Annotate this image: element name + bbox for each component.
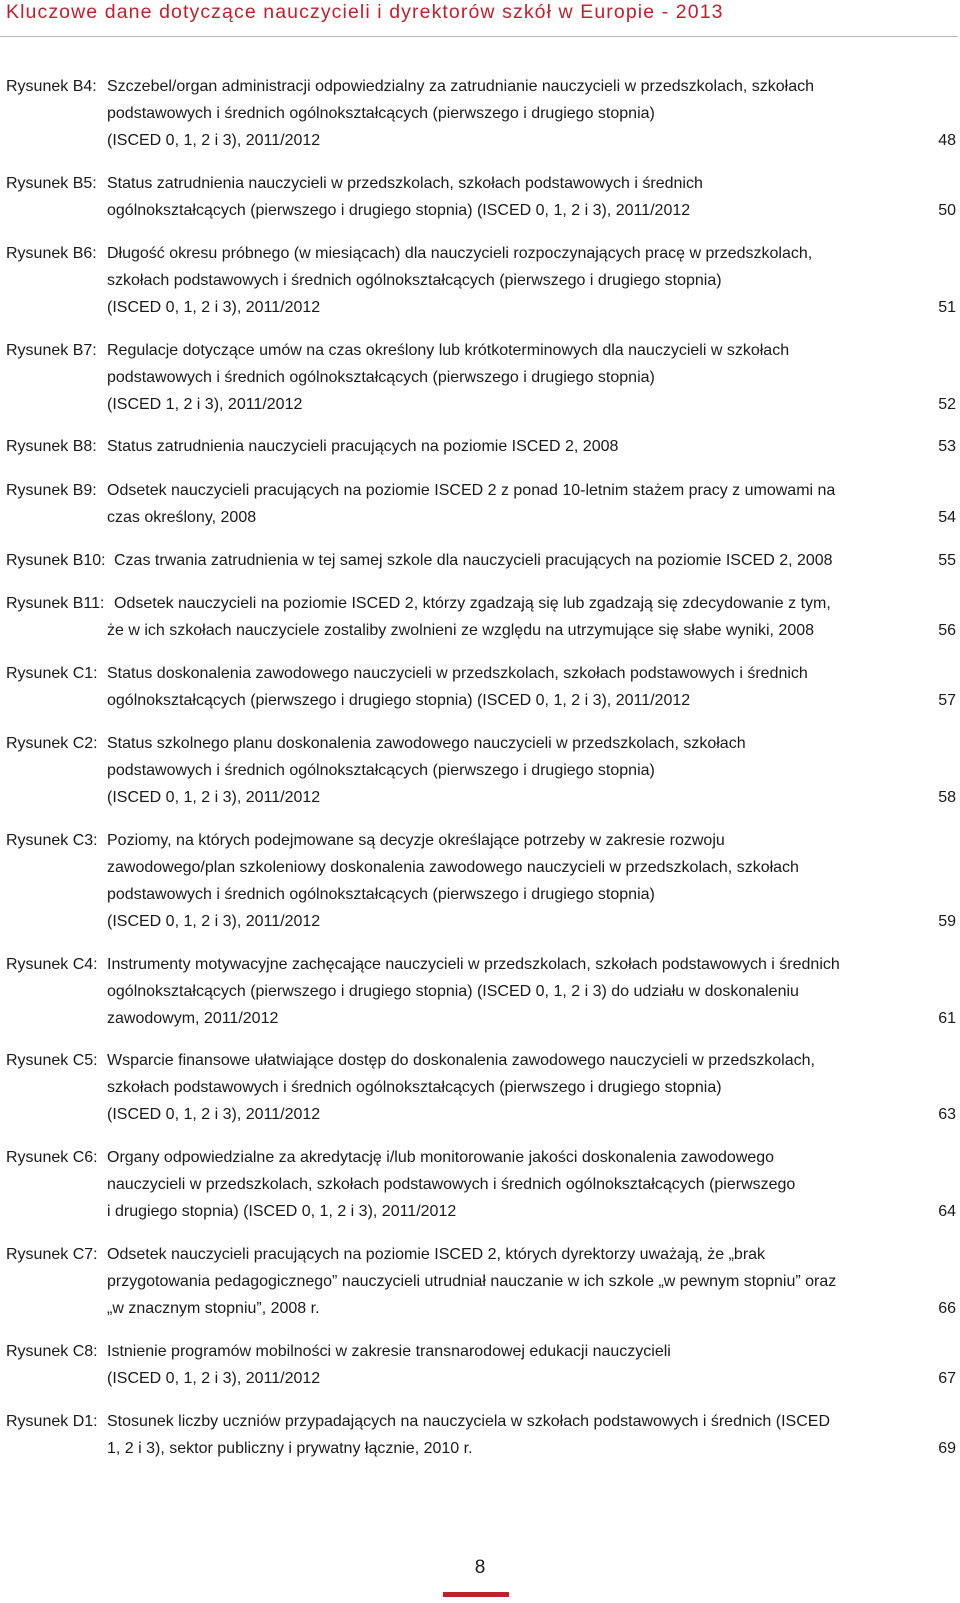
page-reference: 48: [938, 132, 956, 149]
figure-title-line: Status zatrudnienia nauczycieli pracujących na poziomie ISCED 2, 2008: [107, 438, 619, 455]
figure-title-line: podstawowych i średnich ogólnokształcących (pierwszego i drugiego stopnia): [107, 105, 655, 122]
figure-title-line: Szczebel/organ administracji odpowiedzialny za zatrudnianie nauczycieli w przedszkolach, szkołach: [107, 78, 815, 95]
toc-entry[interactable]: [6, 170, 956, 224]
figure-title-line: Istnienie programów mobilności w zakresie transnarodowej edukacji nauczycieli: [107, 1343, 671, 1360]
page-number: 8: [474, 1557, 486, 1578]
figure-title-line: podstawowych i średnich ogólnokształcących (pierwszego i drugiego stopnia): [107, 369, 655, 386]
figure-title-line: Regulacje dotyczące umów na czas określony lub krótkoterminowych dla nauczycieli w szkołach: [107, 342, 790, 359]
toc-entry[interactable]: [6, 951, 956, 1032]
figure-title-line: Wsparcie finansowe ułatwiające dostęp do doskonalenia zawodowego nauczycieli w przedszkolach,: [107, 1052, 815, 1069]
figure-label: Rysunek B9:: [6, 482, 97, 499]
page-reference: 52: [938, 396, 956, 413]
figure-title-line: przygotowania pedagogicznego” nauczycieli utrudniał nauczanie w ich szkole „w pewnym stopniu” oraz: [107, 1273, 837, 1290]
page-reference: 50: [938, 202, 956, 219]
footer-accent-bar: [443, 1592, 509, 1597]
figure-title-line: Organy odpowiedzialne za akredytację i/lub monitorowanie jakości doskonalenia zawodowego: [107, 1149, 775, 1166]
figure-title-line: Status zatrudnienia nauczycieli w przedszkolach, szkołach podstawowych i średnich: [107, 175, 703, 192]
page-header: [0, 0, 960, 38]
figure-title-line: podstawowych i średnich ogólnokształcących (pierwszego i drugiego stopnia): [107, 886, 655, 903]
figure-title-line: ogólnokształcących (pierwszego i drugiego stopnia) (ISCED 0, 1, 2 i 3), 2011/2012: [107, 202, 691, 219]
toc-entry[interactable]: [6, 240, 956, 321]
figure-title-line: (ISCED 1, 2 i 3), 2011/2012: [107, 396, 303, 413]
figure-label: Rysunek B6:: [6, 245, 97, 262]
figure-title-line: Poziomy, na których podejmowane są decyzje określające potrzeby w zakresie rozwoju: [107, 832, 725, 849]
page-reference: 51: [938, 299, 956, 316]
page-reference: 64: [938, 1203, 956, 1220]
page-reference: 63: [938, 1106, 956, 1123]
figure-title-line: (ISCED 0, 1, 2 i 3), 2011/2012: [107, 1370, 321, 1387]
toc-entry[interactable]: [6, 1241, 956, 1322]
toc-entry[interactable]: [6, 730, 956, 811]
figure-title-line: (ISCED 0, 1, 2 i 3), 2011/2012: [107, 1106, 321, 1123]
figure-label: Rysunek B4:: [6, 78, 97, 95]
figure-title-line: Czas trwania zatrudnienia w tej samej szkole dla nauczycieli pracujących na poziomie ISCED 2, 2008: [114, 552, 833, 569]
figure-title-line: i drugiego stopnia) (ISCED 0, 1, 2 i 3), 2011/2012: [107, 1203, 457, 1220]
figure-label: Rysunek C8:: [6, 1343, 98, 1360]
figure-title-line: nauczycieli w przedszkolach, szkołach podstawowych i średnich ogólnokształcących (pierwszego: [107, 1176, 796, 1193]
figure-title-line: (ISCED 0, 1, 2 i 3), 2011/2012: [107, 299, 321, 316]
figure-title-line: szkołach podstawowych i średnich ogólnokształcących (pierwszego i drugiego stopnia): [107, 1079, 722, 1096]
figure-title-line: szkołach podstawowych i średnich ogólnokształcących (pierwszego i drugiego stopnia): [107, 272, 722, 289]
toc-entry[interactable]: [6, 73, 956, 154]
figure-title-line: (ISCED 0, 1, 2 i 3), 2011/2012: [107, 913, 321, 930]
toc-entry[interactable]: [6, 1338, 956, 1392]
figure-title-line: Odsetek nauczycieli na poziomie ISCED 2, którzy zgadzają się lub zgadzają się zdecydowanie z tym,: [114, 595, 831, 612]
toc-entry[interactable]: [6, 477, 956, 531]
figure-label: Rysunek C5:: [6, 1052, 98, 1069]
figure-label: Rysunek C1:: [6, 665, 98, 682]
header-divider: [0, 36, 958, 37]
header-title: Kluczowe dane dotyczące nauczycieli i dyrektorów szkół w Europie - 2013: [6, 1, 724, 23]
figure-label: Rysunek C6:: [6, 1149, 98, 1166]
page-reference: 67: [938, 1370, 956, 1387]
page-reference: 56: [938, 622, 956, 639]
figure-title-line: Odsetek nauczycieli pracujących na poziomie ISCED 2, których dyrektorzy uważają, że „brak: [107, 1246, 766, 1263]
toc-entry[interactable]: [6, 660, 956, 714]
figure-title-line: czas określony, 2008: [107, 509, 257, 526]
figure-title-line: 1, 2 i 3), sektor publiczny i prywatny łącznie, 2010 r.: [107, 1440, 473, 1457]
toc-entry[interactable]: [6, 590, 956, 644]
page-reference: 54: [938, 509, 956, 526]
figure-label: Rysunek C4:: [6, 956, 98, 973]
figure-title-line: ogólnokształcących (pierwszego i drugiego stopnia) (ISCED 0, 1, 2 i 3), 2011/2012: [107, 692, 691, 709]
figure-title-line: zawodowego/plan szkoleniowy doskonalenia zawodowego nauczycieli w przedszkolach, szkołach: [107, 859, 799, 876]
figure-label: Rysunek C7:: [6, 1246, 98, 1263]
toc-entry[interactable]: [6, 1144, 956, 1225]
figure-title-line: Stosunek liczby uczniów przypadających na nauczyciela w szkołach podstawowych i średnich (ISCED: [107, 1413, 830, 1430]
figure-title-line: zawodowym, 2011/2012: [107, 1010, 279, 1027]
figure-label: Rysunek B11:: [6, 595, 105, 612]
page-reference: 59: [938, 913, 956, 930]
figure-title-line: Status doskonalenia zawodowego nauczycieli w przedszkolach, szkołach podstawowych i średnich: [107, 665, 808, 682]
figure-title-line: Status szkolnego planu doskonalenia zawodowego nauczycieli w przedszkolach, szkołach: [107, 735, 746, 752]
figure-label: Rysunek C2:: [6, 735, 98, 752]
toc-entry[interactable]: [6, 827, 956, 935]
figure-title-line: „w znacznym stopniu”, 2008 r.: [107, 1300, 320, 1317]
toc-entry[interactable]: [6, 1408, 956, 1462]
page-reference: 69: [938, 1440, 956, 1457]
figure-label: Rysunek B10:: [6, 552, 106, 569]
page-reference: 57: [938, 692, 956, 709]
figure-title-line: że w ich szkołach nauczyciele zostaliby zwolnieni ze względu na utrzymujące się słabe wyniki, 2008: [107, 622, 815, 639]
figure-label: Rysunek B7:: [6, 342, 97, 359]
page-reference: 66: [938, 1300, 956, 1317]
figure-label: Rysunek C3:: [6, 832, 98, 849]
figure-title-line: ogólnokształcących (pierwszego i drugiego stopnia) (ISCED 0, 1, 2 i 3) do udziału w doskonaleniu: [107, 983, 799, 1000]
figure-label: Rysunek B8:: [6, 438, 97, 455]
figure-title-line: (ISCED 0, 1, 2 i 3), 2011/2012: [107, 789, 321, 806]
toc-entry[interactable]: [6, 547, 956, 574]
figure-title-line: (ISCED 0, 1, 2 i 3), 2011/2012: [107, 132, 321, 149]
figure-title-line: Odsetek nauczycieli pracujących na poziomie ISCED 2 z ponad 10-letnim stażem pracy z umowami na: [107, 482, 836, 499]
figure-label: Rysunek B5:: [6, 175, 97, 192]
figure-title-line: Instrumenty motywacyjne zachęcające nauczycieli w przedszkolach, szkołach podstawowych i średnich: [107, 956, 840, 973]
figure-title-line: Długość okresu próbnego (w miesiącach) dla nauczycieli rozpoczynających pracę w przedszkolach,: [107, 245, 813, 262]
page-reference: 55: [938, 552, 956, 569]
toc-entry[interactable]: [6, 1047, 956, 1128]
page-reference: 53: [938, 438, 956, 455]
figure-title-line: podstawowych i średnich ogólnokształcących (pierwszego i drugiego stopnia): [107, 762, 655, 779]
toc-entry[interactable]: [6, 433, 956, 460]
page-reference: 58: [938, 789, 956, 806]
figure-label: Rysunek D1:: [6, 1413, 98, 1430]
toc-entry[interactable]: [6, 337, 956, 418]
page-reference: 61: [938, 1010, 956, 1027]
